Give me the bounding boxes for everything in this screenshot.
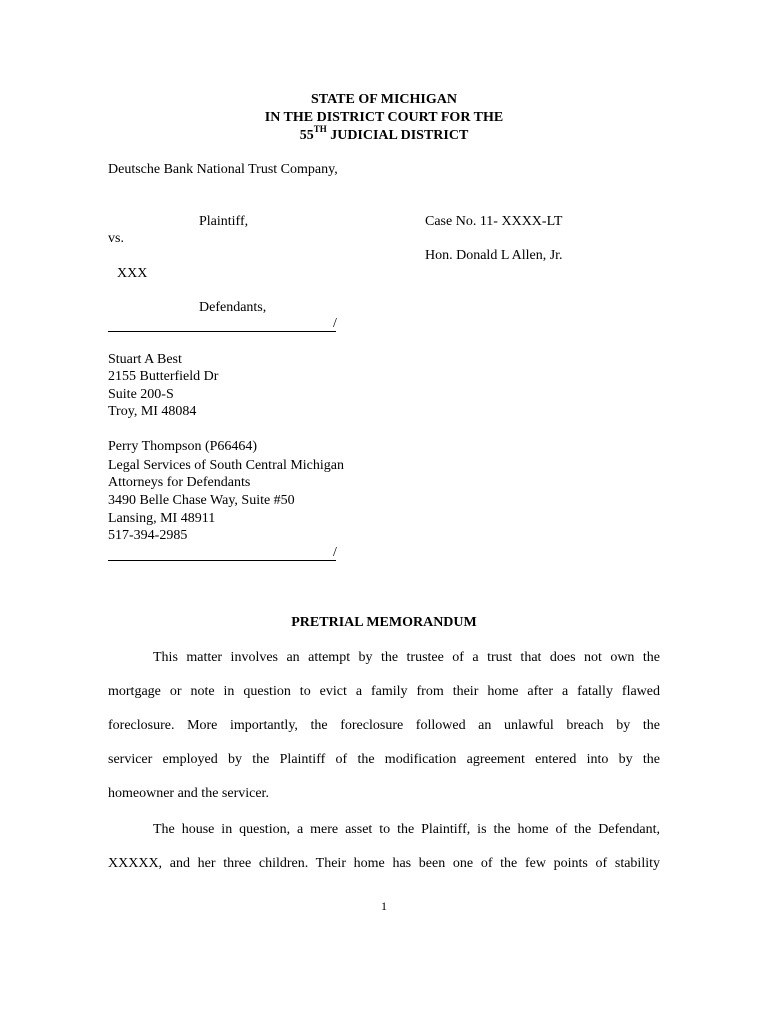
paragraph-line: servicer employed by the Plaintiff of the modification agreement entered into by the: [108, 752, 660, 767]
counsel-line: 2155 Butterfield Dr: [108, 369, 219, 384]
paragraph-line: foreclosure. More importantly, the foreclosure followed an unlawful breach by the: [108, 718, 660, 733]
page-number: 1: [381, 899, 387, 913]
defendant-label: Defendants,: [199, 300, 267, 315]
memo-paragraph-1: [108, 649, 660, 802]
counsel-slash: /: [333, 545, 337, 560]
court-name: IN THE DISTRICT COURT FOR THE: [264, 110, 504, 125]
counsel-line: Troy, MI 48084: [108, 404, 197, 419]
district-label: JUDICIAL DISTRICT: [326, 128, 469, 143]
paragraph-line: XXXXX, and her three children. Their home has been one of the few points of stability: [108, 856, 660, 871]
court-district: [0, 124, 768, 144]
paragraph-line: The house in question, a mere asset to the Plaintiff, is the home of the Defendant,: [153, 822, 660, 837]
caption-rule: [108, 331, 336, 332]
counsel-line: 3490 Belle Chase Way, Suite #50: [108, 493, 295, 508]
court-state: STATE OF MICHIGAN: [311, 92, 457, 107]
paragraph-line: homeowner and the servicer.: [108, 786, 269, 801]
counsel-line: 517-394-2985: [108, 528, 188, 543]
district-number: 55: [299, 128, 314, 143]
caption-slash: /: [333, 316, 337, 331]
memo-title: PRETRIAL MEMORANDUM: [291, 615, 477, 630]
paragraph-line: mortgage or note in question to evict a family from their home after a fatally flawed: [108, 684, 660, 699]
counsel-line: Suite 200-S: [108, 387, 174, 402]
defendant-name: XXX: [117, 266, 148, 281]
counsel-line: Legal Services of South Central Michigan: [108, 458, 344, 473]
judge-name: Hon. Donald L Allen, Jr.: [425, 248, 563, 263]
counsel-line: Attorneys for Defendants: [108, 475, 251, 490]
counsel-line: Perry Thompson (P66464): [108, 439, 258, 454]
plaintiff-name: Deutsche Bank National Trust Company,: [108, 162, 338, 177]
versus-text: vs.: [108, 231, 124, 246]
case-number: Case No. 11- XXXX-LT: [425, 214, 563, 229]
counsel-line: Stuart A Best: [108, 352, 182, 367]
counsel-rule: [108, 560, 336, 561]
counsel-line: Lansing, MI 48911: [108, 511, 216, 526]
plaintiff-label: Plaintiff,: [199, 214, 249, 229]
paragraph-line: This matter involves an attempt by the trustee of a trust that does not own the: [153, 650, 660, 665]
memo-paragraph-2: [108, 821, 660, 872]
district-ordinal: TH: [313, 124, 327, 135]
